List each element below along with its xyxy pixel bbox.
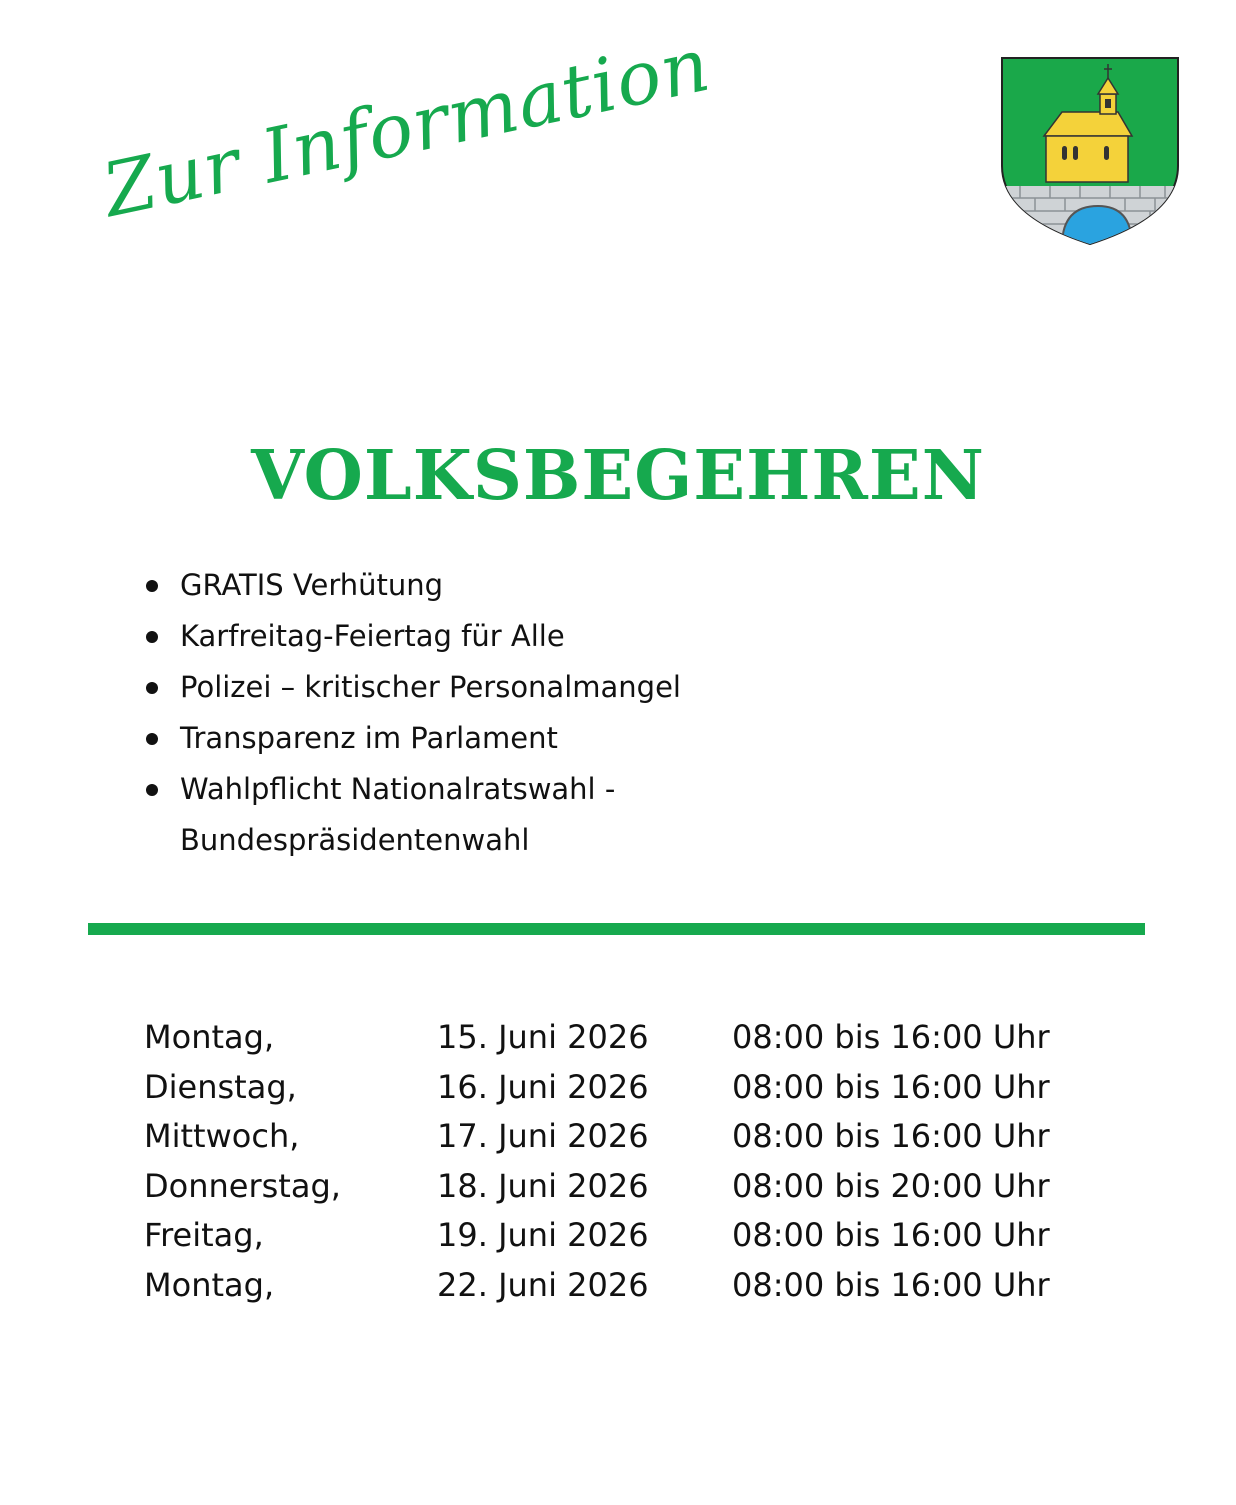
schedule-date: 17. Juni 2026: [437, 1117, 649, 1155]
bullet-icon: [146, 631, 158, 643]
schedule-day: Donnerstag,: [144, 1166, 341, 1205]
schedule-time: 08:00 bis 16:00 Uhr: [732, 1067, 1050, 1106]
schedule-time: 08:00 bis 16:00 Uhr: [732, 1216, 1050, 1254]
page-title: VOLKSBEGEHREN: [251, 436, 985, 516]
schedule-time: 08:00 bis 16:00 Uhr: [732, 1265, 1050, 1304]
schedule-row: [144, 1063, 1094, 1113]
schedule-date: 22. Juni 2026: [437, 1265, 649, 1304]
list-item-text: Transparenz im Parlament: [180, 721, 558, 755]
topic-list: [144, 560, 844, 866]
schedule-row: [144, 1261, 1094, 1311]
schedule-date: 16. Juni 2026: [437, 1067, 649, 1106]
divider: [88, 923, 1145, 935]
schedule-row: [144, 1162, 1094, 1212]
list-item: [144, 560, 844, 611]
schedule-time: 08:00 bis 20:00 Uhr: [732, 1166, 1050, 1205]
list-item: [144, 713, 844, 764]
bullet-icon: [146, 733, 158, 745]
schedule-date: 19. Juni 2026: [437, 1216, 649, 1254]
schedule-row: [144, 1013, 1094, 1063]
schedule-table: [144, 1013, 1094, 1310]
schedule-day: Dienstag,: [144, 1067, 297, 1106]
schedule-time: 08:00 bis 16:00 Uhr: [732, 1018, 1050, 1056]
bullet-icon: [146, 784, 158, 796]
bullet-icon: [146, 580, 158, 592]
schedule-row: [144, 1211, 1094, 1261]
schedule-day: Mittwoch,: [144, 1117, 300, 1155]
schedule-day: Freitag,: [144, 1216, 264, 1254]
list-item: [144, 662, 844, 713]
coat-of-arms-chapel-icon: [1000, 56, 1180, 246]
bullet-icon: [146, 682, 158, 694]
schedule-date: 15. Juni 2026: [437, 1018, 649, 1056]
script-title: Zur Information: [96, 21, 718, 235]
list-item-text: Polizei – kritischer Personalmangel: [180, 670, 681, 704]
list-item: [144, 611, 844, 662]
schedule-date: 18. Juni 2026: [437, 1166, 649, 1205]
schedule-day: Montag,: [144, 1265, 275, 1304]
schedule-row: [144, 1112, 1094, 1162]
schedule-day: Montag,: [144, 1018, 275, 1056]
list-item-text: Wahlpflicht Nationalratswahl - Bundespräsidentenwahl: [180, 772, 616, 857]
list-item-text: GRATIS Verhütung: [180, 568, 444, 602]
schedule-time: 08:00 bis 16:00 Uhr: [732, 1117, 1050, 1155]
list-item: [144, 764, 700, 866]
list-item-text: Karfreitag-Feiertag für Alle: [180, 619, 565, 653]
